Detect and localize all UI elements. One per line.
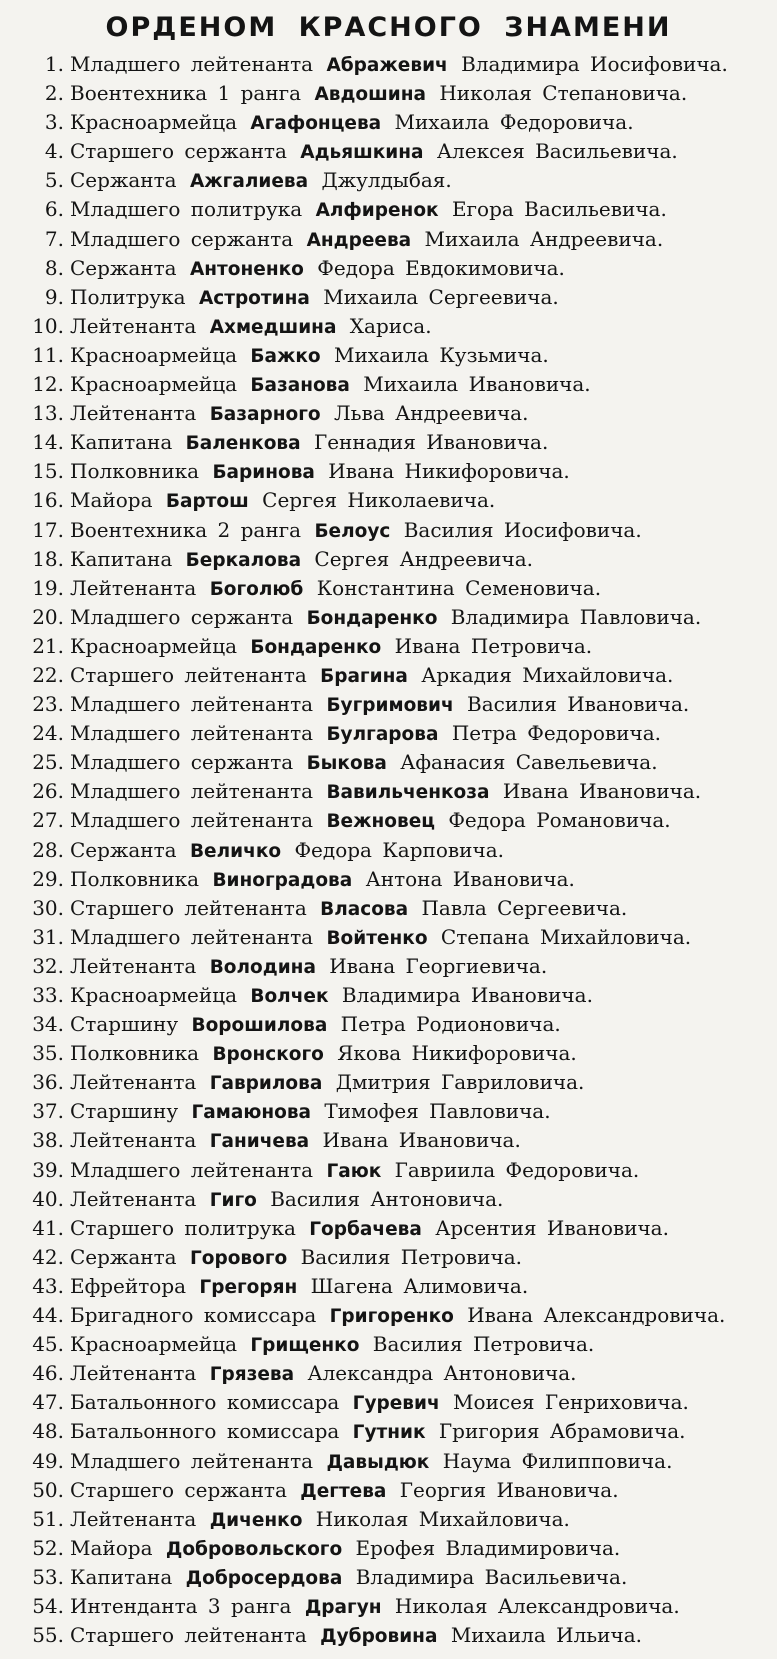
entry-number: 49. — [32, 1448, 64, 1473]
entry-rank: Старшего сержанта — [70, 1477, 287, 1502]
entry-surname: Драгун — [304, 1596, 382, 1618]
entry-given-names: Владимира Ивановича. — [341, 983, 593, 1007]
entry-rank: Красноармейца — [70, 372, 238, 397]
entry-surname: Баринова — [212, 462, 315, 484]
list-item — [8, 1476, 769, 1505]
entry-surname: Добросердова — [185, 1567, 343, 1589]
entry-surname: Астротина — [198, 287, 310, 309]
entry-given-names: Георгия Ивановича. — [399, 1477, 619, 1502]
list-item — [8, 1592, 769, 1621]
list-item — [8, 777, 769, 806]
entry-number: 31. — [32, 924, 64, 949]
entry-surname: Ахмедшина — [209, 316, 337, 338]
entry-given-names: Ивана Ивановича. — [502, 779, 702, 804]
list-item — [8, 1563, 769, 1592]
entry-given-names: Ивана Георгиевича. — [329, 953, 548, 978]
entry-rank: Красноармейца — [70, 342, 238, 367]
entry-surname: Гамаюнова — [191, 1102, 312, 1124]
entry-rank: Красноармейца — [70, 110, 238, 135]
entry-rank: Политрука — [70, 284, 186, 309]
list-item — [8, 1505, 769, 1534]
document-heading: ОРДЕНОМ КРАСНОГО ЗНАМЕНИ — [105, 12, 672, 43]
entry-given-names: Михаила Сергеевича. — [323, 284, 559, 309]
entry-given-names: Ерофея Владимировича. — [355, 1535, 621, 1560]
entry-surname: Гуревич — [352, 1393, 440, 1415]
entry-number: 5. — [44, 168, 64, 193]
list-item — [8, 1243, 769, 1272]
entry-number: 41. — [32, 1215, 64, 1240]
entry-surname: Алфиренок — [315, 200, 439, 222]
entry-surname: Бондаренко — [250, 636, 382, 658]
entry-number: 40. — [32, 1186, 64, 1211]
entry-surname: Ворошилова — [191, 1015, 328, 1037]
list-item — [8, 603, 769, 632]
entry-surname: Войтенко — [326, 927, 428, 949]
entry-rank: Майора — [70, 488, 153, 513]
entry-rank: Бригадного комиссара — [70, 1303, 317, 1328]
entry-rank: Старшину — [70, 1012, 179, 1037]
list-item — [8, 195, 769, 224]
entry-rank: Батальонного комиссара — [70, 1390, 340, 1415]
entry-surname: Вежновец — [326, 811, 435, 833]
entry-given-names: Шагена Алимовича. — [310, 1273, 529, 1298]
list-item — [8, 399, 769, 428]
entry-surname: Беркалова — [185, 549, 302, 571]
entry-surname: Авдошина — [314, 84, 426, 106]
entry-number: 37. — [32, 1099, 64, 1124]
list-item — [8, 283, 769, 312]
entry-number: 32. — [32, 953, 64, 978]
entry-surname: Бугримович — [326, 695, 454, 717]
entry-number: 13. — [32, 401, 64, 426]
entry-number: 1. — [44, 52, 64, 76]
entry-given-names: Михаила Кузьмича. — [334, 342, 549, 367]
entry-number: 4. — [44, 139, 64, 164]
entry-number: 20. — [32, 604, 64, 629]
list-item — [8, 545, 769, 574]
entry-rank: Младшего лейтенанта — [70, 924, 314, 949]
entry-given-names: Ивана Александровича. — [467, 1303, 726, 1328]
entry-surname: Вронского — [212, 1044, 324, 1066]
entry-surname: Власова — [320, 898, 409, 920]
list-item — [8, 1359, 769, 1388]
entry-given-names: Павла Сергеевича. — [421, 895, 628, 920]
entry-surname: Бартош — [165, 491, 249, 513]
entry-number: 43. — [32, 1273, 64, 1298]
entry-given-names: Николая Александровича. — [394, 1593, 680, 1618]
entry-given-names: Моисея Генриховича. — [453, 1390, 689, 1415]
entry-rank: Лейтенанта — [70, 1506, 197, 1531]
entry-surname: Адьяшкина — [300, 142, 424, 164]
entry-number: 10. — [32, 313, 64, 338]
list-item — [8, 1534, 769, 1563]
entry-number: 51. — [32, 1506, 64, 1531]
entry-given-names: Арсентия Ивановича. — [435, 1215, 669, 1240]
entry-surname: Булгарова — [326, 724, 439, 746]
list-item — [8, 661, 769, 690]
entry-surname: Базанова — [250, 375, 350, 397]
entry-number: 12. — [32, 372, 64, 397]
entry-number: 46. — [32, 1361, 64, 1386]
entry-given-names: Ивана Ивановича. — [322, 1128, 521, 1153]
entry-rank: Лейтенанта — [70, 1070, 197, 1095]
list-item — [8, 1156, 769, 1185]
entry-number: 28. — [32, 837, 64, 862]
entry-given-names: Владимира Иосифовича. — [461, 52, 728, 76]
list-item — [8, 1039, 769, 1068]
entry-rank: Младшего лейтенанта — [70, 779, 314, 804]
entry-given-names: Федора Карповича. — [294, 837, 504, 862]
entry-surname: Ганичева — [209, 1131, 310, 1153]
list-item — [8, 574, 769, 603]
entry-given-names: Федора Евдокимовича. — [317, 255, 565, 280]
entry-given-names: Владимира Васильевича. — [355, 1564, 628, 1589]
entry-given-names: Михаила Федоровича. — [394, 110, 634, 135]
entry-surname: Горового — [189, 1247, 288, 1269]
entry-rank: Ефрейтора — [70, 1273, 187, 1298]
entry-rank: Старшего лейтенанта — [70, 1623, 307, 1648]
entry-rank: Младшего лейтенанта — [70, 1157, 314, 1182]
entry-rank: Полковника — [70, 866, 200, 891]
entry-number: 55. — [32, 1623, 64, 1648]
entry-surname: Дегтева — [300, 1480, 387, 1502]
entry-number: 34. — [32, 1012, 64, 1037]
entry-number: 42. — [32, 1244, 64, 1269]
entry-given-names: Петра Родионовича. — [340, 1012, 561, 1037]
entry-surname: Волчек — [250, 986, 329, 1007]
entry-surname: Базарного — [209, 404, 321, 426]
list-item — [8, 923, 769, 952]
entry-surname: Андреева — [306, 229, 412, 251]
entry-given-names: Сергея Андреевича. — [314, 546, 534, 571]
entry-given-names: Тимофея Павловича. — [324, 1099, 551, 1124]
entry-given-names: Александра Антоновича. — [307, 1361, 577, 1386]
entry-rank: Лейтенанта — [70, 313, 197, 338]
list-item — [8, 341, 769, 370]
list-item — [8, 1185, 769, 1214]
entry-number: 6. — [44, 197, 64, 222]
entry-number: 24. — [32, 721, 64, 746]
list-item — [8, 1621, 769, 1650]
entry-surname: Быкова — [306, 753, 387, 775]
entry-given-names: Василия Антоновича. — [270, 1186, 504, 1211]
entry-number: 44. — [32, 1303, 64, 1328]
entry-rank: Старшего лейтенанта — [70, 895, 307, 920]
entry-rank: Интенданта 3 ранга — [70, 1593, 292, 1618]
entry-given-names: Аркадия Михайловича. — [421, 662, 674, 687]
list-item — [8, 50, 769, 79]
entry-number: 48. — [32, 1419, 64, 1444]
entry-surname: Ажгалиева — [189, 171, 309, 193]
entry-surname: Гутник — [352, 1422, 426, 1444]
entry-given-names: Михаила Ивановича. — [363, 372, 591, 397]
entry-rank: Младшего лейтенанта — [70, 1448, 314, 1473]
list-item — [8, 166, 769, 195]
list-item — [8, 719, 769, 748]
entry-rank: Воентехника 1 ранга — [70, 81, 302, 106]
entry-number: 27. — [32, 808, 64, 833]
entry-given-names: Василия Ивановича. — [467, 692, 690, 717]
entry-number: 35. — [32, 1041, 64, 1066]
entry-surname: Вавильченкоза — [326, 782, 490, 804]
list-item — [8, 108, 769, 137]
list-item — [8, 516, 769, 545]
entry-rank: Красноармейца — [70, 983, 238, 1007]
entry-surname: Гаюк — [326, 1160, 382, 1182]
list-item — [8, 428, 769, 457]
entry-number: 50. — [32, 1477, 64, 1502]
entry-rank: Младшего политрука — [70, 197, 303, 222]
entry-rank: Лейтенанта — [70, 1128, 197, 1153]
entry-given-names: Антона Ивановича. — [365, 866, 575, 891]
list-item — [8, 225, 769, 254]
list-item — [8, 894, 769, 923]
entry-rank: Майора — [70, 1535, 153, 1560]
entry-rank: Лейтенанта — [70, 401, 197, 426]
list-item — [8, 1097, 769, 1126]
entry-number: 47. — [32, 1390, 64, 1415]
entry-rank: Младшего сержанта — [70, 604, 294, 629]
list-item — [8, 137, 769, 166]
list-item — [8, 1417, 769, 1446]
entry-number: 53. — [32, 1564, 64, 1589]
list-item — [8, 457, 769, 486]
entry-rank: Полковника — [70, 1041, 200, 1066]
entry-number: 23. — [32, 692, 64, 717]
entry-number: 8. — [44, 255, 64, 280]
entry-rank: Младшего сержанта — [70, 750, 294, 775]
list-item — [8, 1010, 769, 1039]
entry-rank: Сержанта — [70, 255, 177, 280]
list-item — [8, 748, 769, 777]
entry-rank: Сержанта — [70, 168, 177, 193]
entry-given-names: Афанасия Савельевича. — [400, 750, 658, 775]
list-item — [8, 836, 769, 865]
entry-number: 19. — [32, 575, 64, 600]
entry-rank: Сержанта — [70, 1244, 177, 1269]
entry-surname: Гаврилова — [209, 1073, 323, 1095]
entry-given-names: Григория Абрамовича. — [438, 1419, 686, 1444]
list-item — [8, 370, 769, 399]
entry-number: 21. — [32, 633, 64, 658]
entry-given-names: Льва Андреевича. — [333, 401, 529, 426]
entry-surname: Давыдюк — [326, 1451, 430, 1473]
entry-number: 16. — [32, 488, 64, 513]
entry-given-names: Геннадия Ивановича. — [313, 430, 549, 455]
entry-given-names: Алексея Васильевича. — [436, 139, 678, 164]
entry-number: 33. — [32, 983, 64, 1007]
entry-rank: Сержанта — [70, 837, 177, 862]
entry-number: 2. — [44, 81, 64, 106]
award-list — [8, 50, 769, 1650]
entry-given-names: Степана Михайловича. — [440, 924, 692, 949]
entry-rank: Воентехника 2 ранга — [70, 517, 302, 542]
entry-rank: Красноармейца — [70, 633, 238, 658]
list-item — [8, 1272, 769, 1301]
entry-rank: Капитана — [70, 430, 173, 455]
list-item — [8, 806, 769, 835]
list-item — [8, 981, 769, 1010]
entry-rank: Младшего сержанта — [70, 226, 294, 251]
entry-surname: Дубровина — [320, 1626, 438, 1648]
entry-number: 54. — [32, 1593, 64, 1618]
entry-given-names: Ивана Петровича. — [394, 633, 593, 658]
entry-rank: Лейтенанта — [70, 575, 197, 600]
entry-surname: Бажко — [250, 345, 321, 367]
entry-surname: Брагина — [320, 665, 408, 687]
entry-rank: Батальонного комиссара — [70, 1419, 340, 1444]
entry-number: 18. — [32, 546, 64, 571]
entry-rank: Младшего лейтенанта — [70, 721, 314, 746]
entry-given-names: Хариса. — [349, 313, 432, 338]
entry-rank: Старшину — [70, 1099, 179, 1124]
entry-rank: Младшего лейтенанта — [70, 52, 314, 76]
entry-number: 38. — [32, 1128, 64, 1153]
list-item — [8, 1126, 769, 1155]
list-item — [8, 1214, 769, 1243]
list-item — [8, 1388, 769, 1417]
entry-given-names: Николая Михайловича. — [315, 1506, 570, 1531]
list-item — [8, 1068, 769, 1097]
entry-surname: Грегорян — [199, 1276, 298, 1298]
entry-surname: Добровольского — [165, 1538, 343, 1560]
entry-given-names: Якова Никифоровича. — [337, 1041, 577, 1066]
entry-surname: Горбачева — [309, 1218, 422, 1240]
list-item — [8, 486, 769, 515]
entry-number: 3. — [44, 110, 64, 135]
entry-given-names: Владимира Павловича. — [450, 604, 702, 629]
entry-surname: Грязева — [209, 1364, 295, 1386]
entry-number: 17. — [32, 517, 64, 542]
list-item — [8, 312, 769, 341]
entry-number: 39. — [32, 1157, 64, 1182]
entry-given-names: Петра Федоровича. — [451, 721, 661, 746]
entry-surname: Боголюб — [209, 578, 304, 600]
list-item — [8, 632, 769, 661]
entry-number: 29. — [32, 866, 64, 891]
entry-rank: Младшего лейтенанта — [70, 808, 314, 833]
list-item — [8, 690, 769, 719]
entry-rank: Полковника — [70, 459, 200, 484]
entry-given-names: Михаила Андреевича. — [424, 226, 664, 251]
entry-surname: Белоус — [314, 520, 391, 542]
entry-number: 9. — [44, 284, 64, 309]
entry-surname: Агафонцева — [250, 113, 382, 135]
entry-surname: Диченко — [209, 1509, 303, 1531]
entry-number: 30. — [32, 895, 64, 920]
entry-rank: Старшего лейтенанта — [70, 662, 307, 687]
entry-number: 7. — [44, 226, 64, 251]
entry-number: 45. — [32, 1332, 64, 1357]
list-item — [8, 79, 769, 108]
entry-surname: Володина — [209, 956, 316, 978]
entry-surname: Величко — [189, 840, 282, 862]
entry-surname: Антоненко — [189, 258, 304, 280]
entry-given-names: Николая Степановича. — [439, 81, 688, 106]
entry-rank: Капитана — [70, 1564, 173, 1589]
list-item — [8, 952, 769, 981]
entry-given-names: Джулдыбая. — [321, 168, 452, 193]
entry-rank: Младшего лейтенанта — [70, 692, 314, 717]
entry-given-names: Михаила Ильича. — [450, 1623, 643, 1648]
entry-given-names: Гавриила Федоровича. — [394, 1157, 640, 1182]
entry-rank: Старшего политрука — [70, 1215, 296, 1240]
entry-given-names: Наума Филипповича. — [442, 1448, 673, 1473]
entry-surname: Абражевич — [326, 55, 448, 76]
entry-surname: Виноградова — [212, 869, 353, 891]
list-item — [8, 1330, 769, 1359]
entry-given-names: Василия Петровича. — [372, 1332, 595, 1357]
entry-number: 36. — [32, 1070, 64, 1095]
entry-surname: Гиго — [209, 1189, 257, 1211]
entry-given-names: Ивана Никифоровича. — [328, 459, 570, 484]
entry-rank: Старшего сержанта — [70, 139, 287, 164]
entry-given-names: Константина Семеновича. — [316, 575, 602, 600]
entry-given-names: Дмитрия Гавриловича. — [335, 1070, 585, 1095]
entry-number: 11. — [32, 342, 64, 367]
entry-rank: Капитана — [70, 546, 173, 571]
entry-number: 26. — [32, 779, 64, 804]
entry-number: 22. — [32, 662, 64, 687]
list-item — [8, 254, 769, 283]
list-item — [8, 1447, 769, 1476]
entry-number: 25. — [32, 750, 64, 775]
entry-surname: Баленкова — [185, 433, 301, 455]
entry-surname: Грищенко — [250, 1335, 360, 1357]
entry-given-names: Сергея Николаевича. — [262, 488, 496, 513]
entry-rank: Лейтенанта — [70, 953, 197, 978]
entry-given-names: Василия Иосифовича. — [403, 517, 642, 542]
entry-given-names: Василия Петровича. — [300, 1244, 523, 1269]
entry-number: 14. — [32, 430, 64, 455]
entry-number: 15. — [32, 459, 64, 484]
list-item — [8, 1301, 769, 1330]
entry-given-names: Егора Васильевича. — [451, 197, 667, 222]
entry-rank: Лейтенанта — [70, 1186, 197, 1211]
entry-given-names: Федора Романовича. — [448, 808, 671, 833]
entry-surname: Бондаренко — [306, 607, 438, 629]
entry-rank: Красноармейца — [70, 1332, 238, 1357]
list-item — [8, 865, 769, 894]
entry-number: 52. — [32, 1535, 64, 1560]
entry-rank: Лейтенанта — [70, 1361, 197, 1386]
entry-surname: Григоренко — [329, 1306, 454, 1328]
